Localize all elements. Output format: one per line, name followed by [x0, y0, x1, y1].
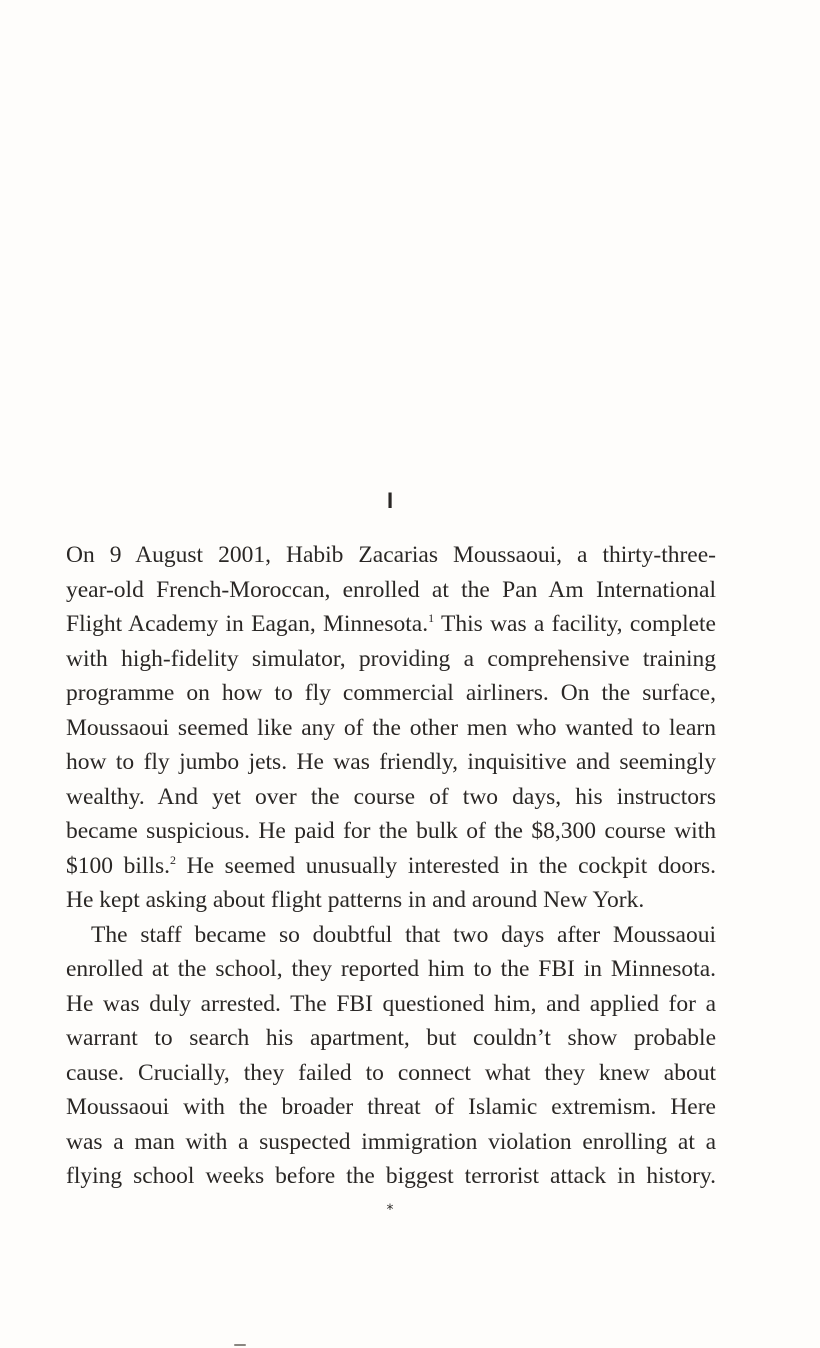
footnote-ref-1[interactable]: 1 — [428, 611, 435, 625]
chapter-number: I — [386, 488, 394, 513]
paragraph-2-line-6: Moussaoui with the broader threat of Islamic extremism. Here — [66, 1094, 716, 1120]
print-mark — [234, 1344, 246, 1346]
section-break-asterisk: * — [386, 1202, 394, 1218]
paragraph-2-line-2: enrolled at the school, they reported him to the FBI in Minnesota. — [66, 956, 716, 982]
paragraph-1-line-10: $100 bills.$^2$ He seemed unusually interested in the cockpit doors. — [66, 852, 716, 879]
paragraph-1-line-3: Flight Academy in Eagan, Minnesota.$^1$ This was a facility, complete — [66, 611, 716, 637]
paragraph-1-line-8: wealthy. And yet over the course of two days, his instructors — [66, 783, 716, 810]
paragraph-2-line-5: cause. Crucially, they failed to connect what they knew about — [66, 1059, 716, 1086]
paragraph-2-line-4: warrant to search his apartment, but couldn’t show probable — [66, 1025, 716, 1051]
paragraph-1-line-2: year-old French-Moroccan, enrolled at the Pan Am International — [66, 576, 716, 603]
paragraph-2-line-8: flying school weeks before the biggest terrorist attack in history. — [66, 1163, 716, 1189]
footnote-ref-2[interactable]: 2 — [170, 852, 176, 867]
paragraph-2-line-1: The staff became so doubtful that two days after Moussaoui — [91, 921, 716, 948]
paragraph-1-line-4: with high-fidelity simulator, providing a comprehensive training — [66, 645, 716, 672]
paragraph-2-line-7: was a man with a suspected immigration violation enrolling at a — [66, 1128, 716, 1155]
body-text — [66, 538, 716, 1194]
paragraph-1-line-6: Moussaoui seemed like any of the other men who wanted to learn — [66, 714, 716, 741]
paragraph-1-line-7: how to fly jumbo jets. He was friendly, inquisitive and seemingly — [66, 749, 716, 775]
paragraph-1-line-5: programme on how to fly commercial airliners. On the surface, — [66, 680, 716, 706]
paragraph-1-line-9: became suspicious. He paid for the bulk of the $8,300 course with — [66, 818, 716, 844]
paragraph-1-line-1: On 9 August 2001, Habib Zacarias Moussaoui, a thirty-three- — [66, 542, 716, 568]
paragraph-1-line-11: He kept asking about flight patterns in and around New York. — [66, 887, 645, 913]
paragraph-2-line-3: He was duly arrested. The FBI questioned him, and applied for a — [66, 990, 716, 1017]
